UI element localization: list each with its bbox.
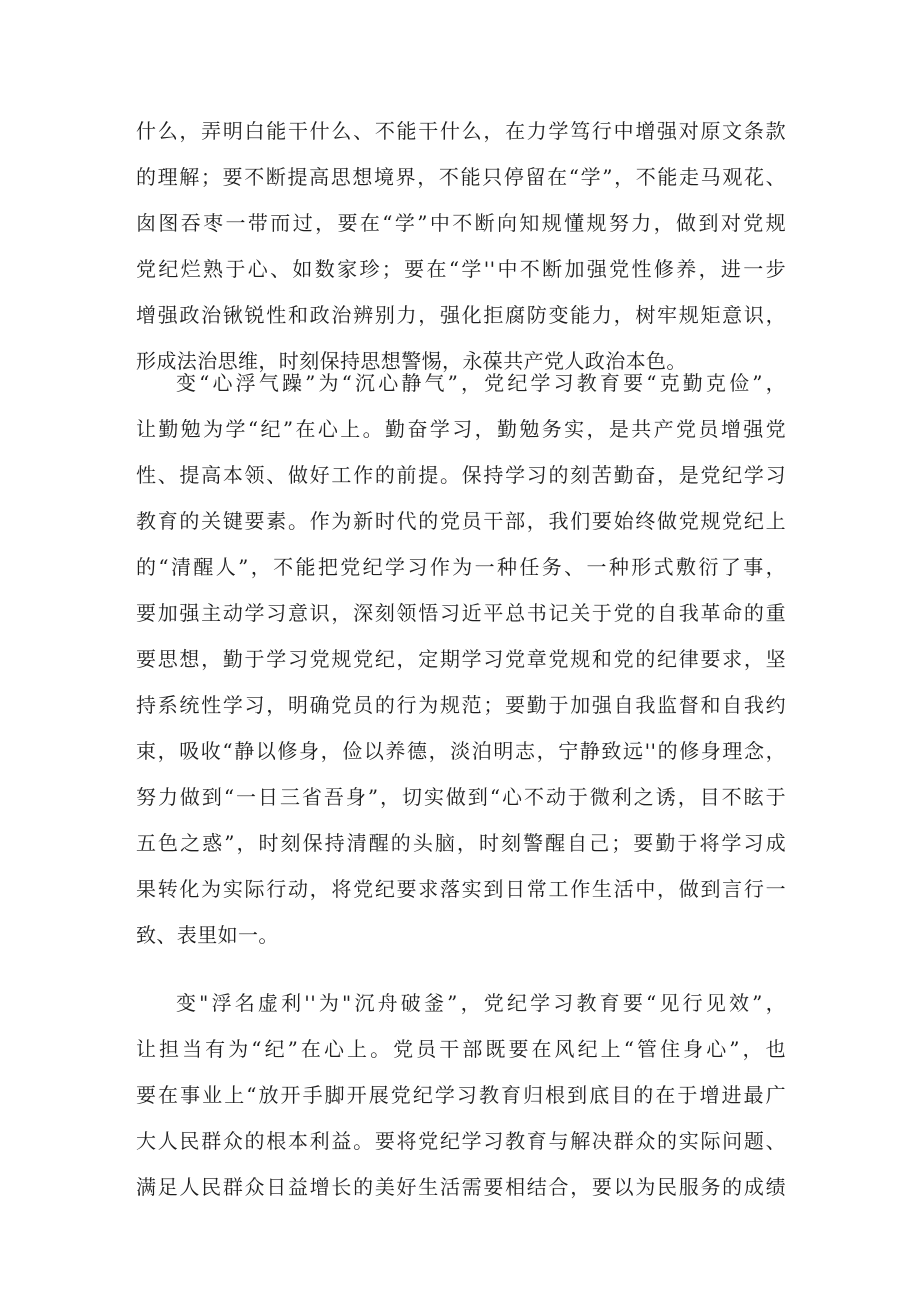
text-line: 让担当有为“纪”在心上。党员干部既要在风纪上“管住身心”，也 [136, 1037, 786, 1061]
text-line: 持系统性学习，明确党员的行为规范；要勤于加强自我监督和自我约 [136, 693, 786, 717]
text-line: 满足人民群众日益增长的美好生活需要相结合，要以为民服务的成绩 [136, 1175, 786, 1199]
text-line: 什么，弄明白能干什么、不能干什么，在力学笃行中增强对原文条款 [136, 119, 786, 143]
text-line: 要思想，勤于学习党规党纪，定期学习党章党规和党的纪律要求，坚 [136, 647, 786, 671]
paragraph-3 [136, 980, 786, 1210]
text-line: 囱图吞枣一带而过，要在“学”中不断向知规懂规努力，做到对党规 [136, 211, 786, 235]
paragraph-1 [136, 108, 786, 384]
text-line: 变“心浮气躁”为“沉心静气”，党纪学习教育要“克勤克俭”， [176, 371, 786, 395]
text-line: 党纪烂熟于心、如数家珍；要在“学''中不断加强党性修养，进一步 [136, 257, 786, 281]
text-line: 形成法治思维，时刻保持思想警惕，永葆共产党人政治本色。 [136, 349, 687, 373]
text-line: 性、提高本领、做好工作的前提。保持学习的刻苦勤奋，是党纪学习 [136, 463, 786, 487]
text-line: 要加强主动学习意识，深刻领悟习近平总书记关于党的自我革命的重 [136, 601, 786, 625]
text-line: 努力做到“一日三省吾身”，切实做到“心不动于微利之诱，目不眩于 [136, 785, 786, 809]
text-line: 的“清醒人”，不能把党纪学习作为一种任务、一种形式敷衍了事， [136, 555, 786, 579]
text-line: 变"浮名虚利''为"沉舟破釜”，党纪学习教育要“见行见效”， [176, 991, 786, 1015]
text-line: 五色之惑”，时刻保持清醒的头脑，时刻警醒自己；要勤于将学习成 [136, 831, 786, 855]
text-line: 的理解；要不断提高思想境界，不能只停留在“学”，不能走马观花、 [136, 165, 786, 189]
text-line: 果转化为实际行动，将党纪要求落实到日常工作生活中，做到言行一 [136, 877, 786, 901]
text-line: 教育的关键要素。作为新时代的党员干部，我们要始终做党规党纪上 [136, 509, 786, 533]
text-line: 让勤勉为学“纪”在心上。勤奋学习，勤勉务实，是共产党员增强党 [136, 417, 786, 441]
text-line: 大人民群众的根本利益。要将党纪学习教育与解决群众的实际问题、 [136, 1129, 786, 1153]
text-line: 要在事业上“放开手脚开展党纪学习教育归根到底目的在于增进最广 [136, 1083, 786, 1107]
text-line: 致、表里如一。 [136, 923, 279, 947]
text-line: 增强政治锹锐性和政治辨别力，强化拒腐防变能力，树牢规矩意识， [136, 303, 786, 327]
text-line: 束，吸收“静以修身，俭以养德，淡泊明志，宁静致远''的修身理念， [136, 739, 786, 763]
paragraph-2 [136, 360, 786, 958]
